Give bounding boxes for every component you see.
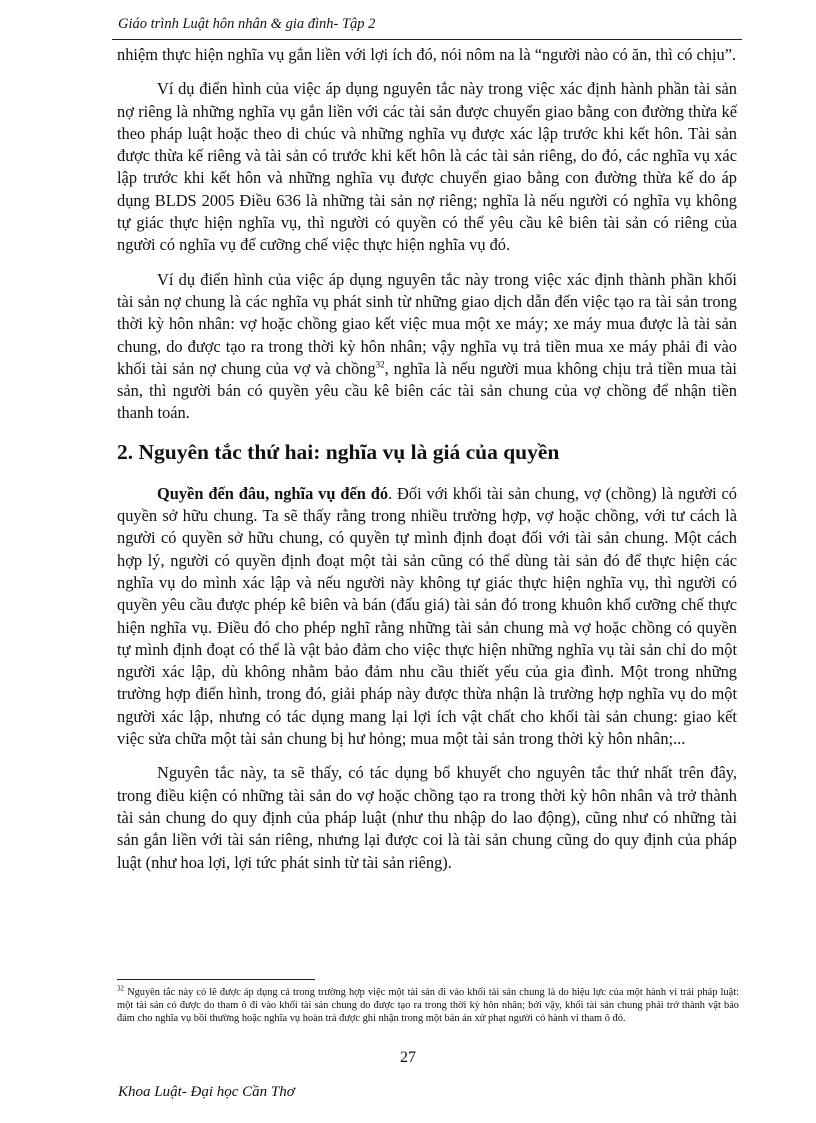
paragraph-example-private-debt: Ví dụ điển hình của việc áp dụng nguyên tắc này trong việc xác định hành phần tài sản nợ riêng là những nghĩa vụ gắn liền với các tài sản được chuyển giao bằng con đường thừa kế theo pháp luật hoặc theo di chúc và những nghĩa vụ được xác lập trước khi kết hôn. Tài sản được thừa kế riêng và tài sản có trước khi kết hôn là các tài sản riêng, do đó, các nghĩa vụ xác lập trước khi kết hôn và những nghĩa vụ được chuyển giao bằng con đường thừa kế do áp dụng BLDS 2005 Điều 636 là những tài sản nợ riêng; nghĩa là nếu người có nghĩa vụ không tự giác thực hiện nghĩa vụ, thì người có quyền có thể yêu cầu kê biên tài sản có riêng của người có nghĩa vụ để cưỡng chế việc thực hiện nghĩa vụ đó.: [117, 79, 737, 255]
running-footer: Khoa Luật- Đại học Cần Thơ: [118, 1084, 295, 1100]
paragraph-text: . Đối với khối tài sản chung, vợ (chồng) là người có quyền sở hữu chung. Ta sẽ thấy rằng trong nhiều trường hợp, vợ hoặc chồng, với tư cách là người có quyền sở hữu chung, có quyền tự mình định đoạt đối với tài sản chung. Một cách hợp lý, người có quyền định đoạt một tài sản cũng có thể dùng tài sản đó để thực hiện các nghĩa vụ do mình xác lập và nếu người này không tự giác thực hiện nghĩa vụ, thì người có quyền yêu cầu được phép kê biên và bán (đấu giá) tài sản đó trong khuôn khổ cưỡng chế thực hiện nghĩa vụ. Điều đó cho phép nghĩ rằng những tài sản chung mà vợ hoặc chồng có quyền tự mình định đoạt có thể là vật bảo đảm cho việc thực hiện những nghĩa vụ tài sản chỉ do một người xác lập, dù không nhằm bảo đảm nhu cầu thiết yếu của gia đình. Một trong những trường hợp điển hình, trong đó, giải pháp này được thừa nhận là trường hợp nghĩa vụ do một người xác lập, nhưng có tác dụng mang lại lợi ích vật chất cho khối tài sản chung: giao kết việc sửa chữa một tài sản chung bị hư hỏng; mua một tài sản trong thời kỳ hôn nhân;...: [117, 483, 737, 749]
page-body: [117, 44, 737, 886]
section-heading: 2. Nguyên tắc thứ hai: nghĩa vụ là giá của quyền: [117, 439, 560, 464]
paragraph-continued: nhiệm thực hiện nghĩa vụ gắn liền với lợi ích đó, nói nôm na là “người nào có ăn, thì có chịu”.: [117, 45, 737, 64]
footnote-divider: [117, 979, 315, 980]
header-divider: [112, 39, 742, 40]
paragraph-closing: Nguyên tắc này, ta sẽ thấy, có tác dụng bổ khuyết cho nguyên tắc thứ nhất trên đây, trong điều kiện có những tài sản do vợ hoặc chồng tạo ra trong thời kỳ hôn nhân và trở thành tài sản chung do quy định của pháp luật (như thu nhập do lao động), cũng như có những tài sản gắn liền với tài sản riêng, nhưng lại được coi là tài sản chung cũng do quy định của pháp luật (như hoa lợi, lợi tức phát sinh từ tài sản riêng).: [117, 763, 737, 872]
bold-lead-phrase: Quyền đến đâu, nghĩa vụ đến đó: [157, 483, 389, 503]
paragraph-text: , nghĩa là nếu người mua không chịu trả tiền mua tài sản, thì người bán có quyền yêu cầu kê biên các tài sản chung của vợ chồng để nhận tiền thanh toán.: [117, 358, 737, 423]
paragraph-principle-two: [117, 483, 737, 751]
running-header: Giáo trình Luật hôn nhân & gia đình- Tập 2: [118, 16, 376, 32]
footnote-mark: 32: [117, 984, 124, 993]
footnote-reference[interactable]: 32: [375, 359, 385, 370]
footnote-text: Nguyên tắc này có lẽ được áp dụng cả trong trường hợp việc một tài sản đi vào khối tài sản chung là do hiệu lực của một hành vi trái pháp luật: một tài sản có được do tham ô đi vào khối tài sản chung do được tạo ra trong thời kỳ hôn nhân; bởi vậy, khối tài sản chung phải trở thành vật bảo đảm cho nghĩa vụ bồi thường hoặc nghĩa vụ hoàn trả được ghi nhận trong một bản án xử phạt người có hành vi tham ô đó.: [117, 987, 739, 1024]
footnote: [117, 986, 739, 1025]
paragraph-text: Ví dụ điển hình của việc áp dụng nguyên tắc này trong việc xác định thành phần khối tài sản nợ chung là các nghĩa vụ phát sinh từ những giao dịch dẫn đến việc tạo ra tài sản trong thời kỳ hôn nhân: vợ hoặc chồng giao kết việc mua một xe máy; xe máy mua được là tài sản chung, do được tạo ra trong thời kỳ hôn nhân; vậy nghĩa vụ trả tiền mua xe máy phải đi vào khối tài sản nợ chung của vợ và chồng: [117, 269, 737, 378]
paragraph-example-common-debt: [117, 269, 737, 425]
page-number: 27: [400, 1049, 416, 1066]
